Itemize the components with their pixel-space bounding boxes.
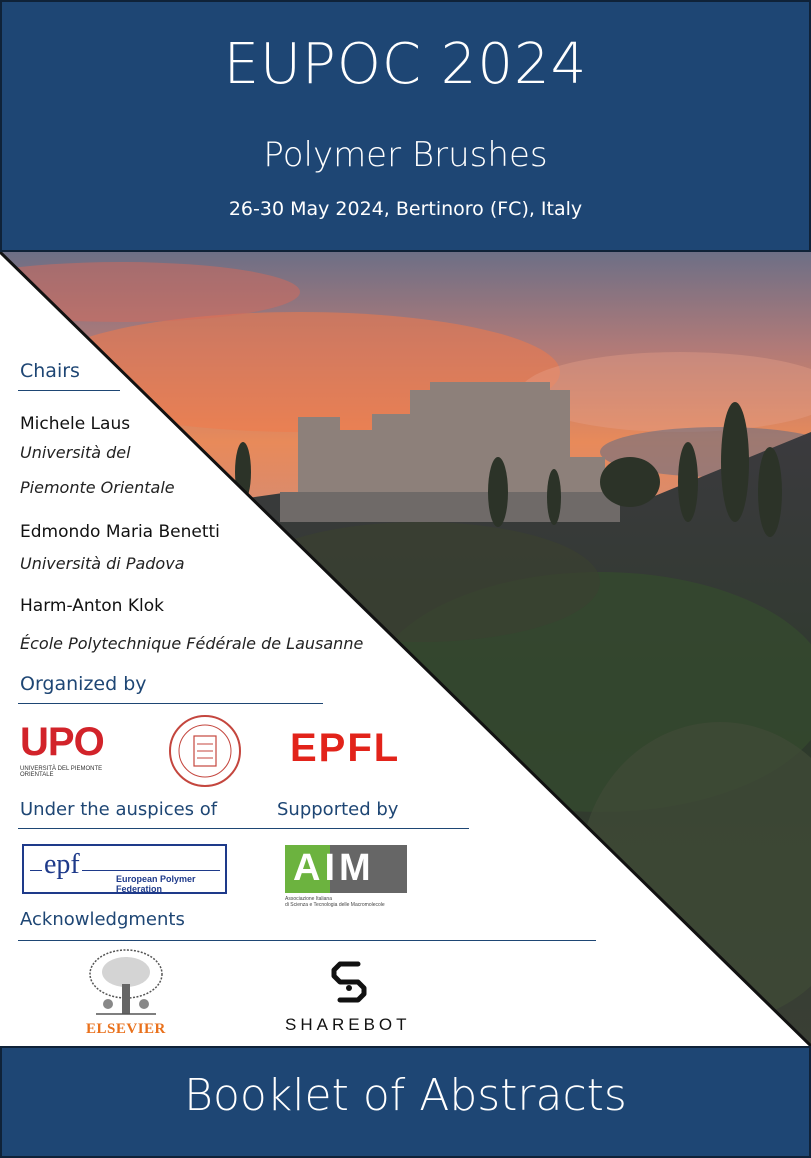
sharebot-icon xyxy=(328,958,370,1006)
aim-logo-text: AIM xyxy=(293,847,375,889)
chairs-rule xyxy=(18,390,120,391)
epf-caption: European Polymer Federation xyxy=(116,874,196,894)
university-seal-icon xyxy=(168,714,242,788)
chair-affiliation: Università del xyxy=(20,443,131,462)
sharebot-logo: SHAREBOT xyxy=(285,1015,411,1034)
elsevier-tree-icon xyxy=(86,948,166,1018)
epf-logo-text: epf xyxy=(44,849,80,880)
conference-title: EUPOC 2024 xyxy=(223,32,588,97)
chairs-heading: Chairs xyxy=(20,360,80,382)
chair-affiliation: Università di Padova xyxy=(20,554,185,573)
aim-logo xyxy=(285,845,407,893)
epfl-logo: EPFL xyxy=(290,726,401,770)
chair-name: Harm-Anton Klok xyxy=(20,596,164,616)
elsevier-logo: ELSEVIER xyxy=(86,1021,166,1037)
supported-heading: Supported by xyxy=(277,799,399,820)
epf-logo xyxy=(22,844,227,894)
aim-caption-line1: Associazione Italiana xyxy=(285,896,332,902)
chair-affiliation: École Polytechnique Fédérale de Lausanne xyxy=(20,634,364,653)
upo-logo-text: UPO xyxy=(20,720,104,764)
acknowledgments-rule xyxy=(18,940,596,941)
auspices-rule xyxy=(18,828,469,829)
aim-caption-line2: di Scienza e Tecnologia delle Macromolecole xyxy=(285,902,385,908)
booklet-title: Booklet of Abstracts xyxy=(184,1070,627,1121)
auspices-heading: Under the auspices of xyxy=(20,799,218,820)
chair-affiliation: Piemonte Orientale xyxy=(20,478,175,497)
conference-subtitle: Polymer Brushes xyxy=(263,135,548,175)
upo-logo xyxy=(20,722,130,776)
aim-caption xyxy=(285,896,385,908)
conference-dates: 26-30 May 2024, Bertinoro (FC), Italy xyxy=(228,198,583,220)
chair-name: Michele Laus xyxy=(20,414,131,434)
upo-caption: UNIVERSITÀ DEL PIEMONTE ORIENTALE xyxy=(20,766,103,778)
acknowledgments-heading: Acknowledgments xyxy=(20,909,185,930)
chair-name: Edmondo Maria Benetti xyxy=(20,522,220,542)
organized-rule xyxy=(18,703,323,704)
organized-heading: Organized by xyxy=(20,673,147,695)
